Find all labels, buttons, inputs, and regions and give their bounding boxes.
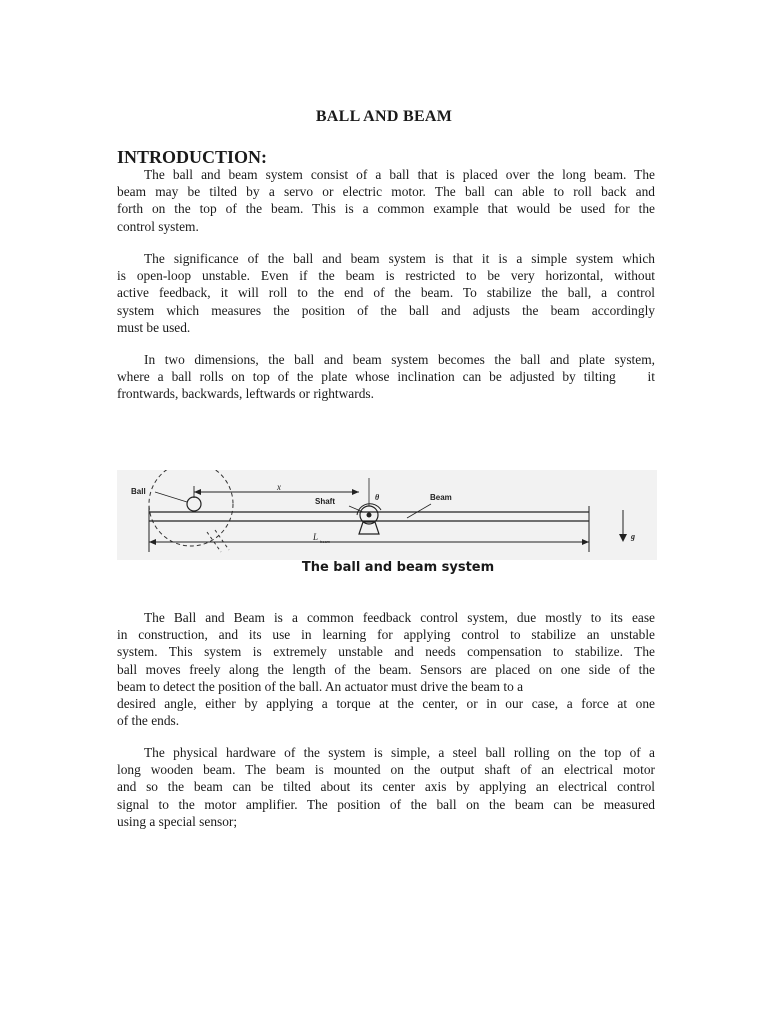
paragraph-line: beam may be tilted by a servo or electric motor. The ball can able to roll back and [117,184,655,200]
paragraph-line: beam to detect the position of the ball. An actuator must drive the beam to a [117,678,524,694]
paragraph-3 [117,351,655,403]
paragraph-line: desired angle, either by applying a torque at the center, or in our case, a force at one [117,696,655,712]
paragraph-line: in construction, and its use in learning for applying control to stabilize an unstable [117,627,655,643]
paragraph-line: ball moves freely along the length of the beam. Sensors are placed on one side of the [117,661,655,677]
paragraph-2 [117,250,655,336]
paragraph-line: and so the beam can be tilted about its center axis by applying an electrical control [117,779,655,795]
paragraph-line: forth on the top of the beam. This is a common example that would be used for the [117,201,655,217]
paragraph-line: The physical hardware of the system is simple, a steel ball rolling on the top of a [144,745,655,760]
paragraph-line: control system. [117,218,199,234]
paragraph-line: The Ball and Beam is a common feedback control system, due mostly to its ease [144,610,655,625]
label-beam: Beam [430,493,452,502]
paragraph-1 [117,166,655,235]
paragraph-line: The significance of the ball and beam system is that it is a simple system which [144,251,655,266]
paragraph-4 [117,609,655,729]
paragraph-line: must be used. [117,319,191,335]
paragraph-line: active feedback, it will roll to the end of the beam. To stabilize the ball, a control [117,285,655,301]
label-x: x [277,482,281,492]
label-ball: Ball [131,487,146,496]
paragraph-line: signal to the motor amplifier. The position of the ball on the beam can be measured [117,796,655,812]
label-length-subscript: beam [320,539,331,544]
paragraph-line: where a ball rolls on top of the plate whose inclination can be adjusted by tilting it [117,369,655,385]
label-gravity: g [631,532,635,541]
section-heading: INTRODUCTION: [117,147,268,167]
paragraph-line: is open-loop unstable. Even if the beam is restricted to be very horizontal, without [117,268,655,284]
paragraph-line: system which measures the position of the ball and adjusts the beam accordingly [117,302,655,318]
document-title: BALL AND BEAM [315,108,453,125]
paragraph-line: long wooden beam. The beam is mounted on the output shaft of an electrical motor [117,762,655,778]
paragraph-line: The ball and beam system consist of a ball that is placed over the long beam. The [144,167,655,182]
paragraph-line: In two dimensions, the ball and beam system becomes the ball and plate system, [144,352,655,367]
figure-caption: The ball and beam system [301,560,495,575]
label-shaft: Shaft [315,497,335,506]
paragraph-line: system. This system is extremely unstable and needs compensation to stabilize. The [117,644,655,660]
ball-and-beam-diagram [117,470,657,560]
label-length: L [313,532,319,542]
paragraph-5 [117,744,655,830]
paragraph-line: using a special sensor; [117,813,238,829]
paragraph-line: of the ends. [117,713,180,729]
diagram-svg [117,470,657,560]
label-theta: θ [375,493,380,502]
paragraph-line: frontwards, backwards, leftwards or rightwards. [117,386,374,402]
